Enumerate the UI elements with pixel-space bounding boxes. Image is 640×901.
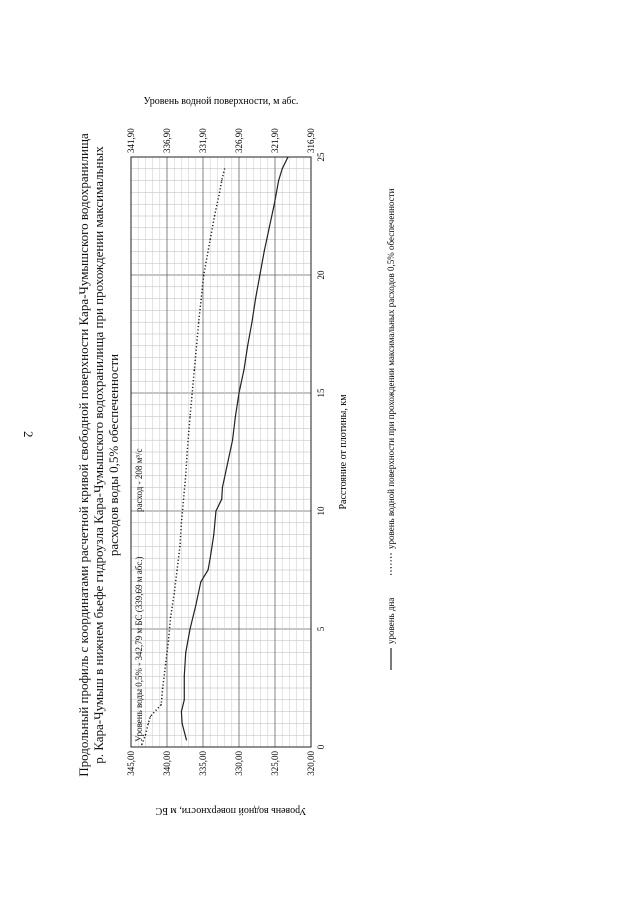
- data-point-water-surface: [183, 499, 184, 500]
- y-tick-right-label: 341,90: [126, 128, 136, 153]
- annotation-water-level: Уровень воды 0,5% - 342,79 м БС (339,69 м абс.): [134, 556, 144, 742]
- data-point-riverbed: [247, 345, 248, 346]
- y-tick-right-label: 321,90: [270, 128, 280, 153]
- data-point-water-surface: [194, 369, 195, 370]
- series-layer: [142, 157, 288, 745]
- data-point-water-surface: [162, 687, 163, 688]
- data-point-riverbed: [259, 274, 260, 275]
- data-point-riverbed: [274, 204, 275, 205]
- x-tick-label: 10: [316, 506, 326, 516]
- data-point-riverbed: [235, 416, 236, 417]
- y-tick-left-label: 345,00: [126, 751, 136, 776]
- data-point-water-surface: [148, 723, 149, 724]
- legend-solid-label: уровень дна: [386, 597, 396, 644]
- data-point-riverbed: [207, 569, 208, 570]
- data-point-water-surface: [221, 180, 222, 181]
- data-point-riverbed: [195, 605, 196, 606]
- x-tick-label: 0: [316, 744, 326, 750]
- data-point-riverbed: [227, 463, 228, 464]
- data-point-water-surface: [214, 215, 215, 216]
- data-point-water-surface: [161, 704, 162, 705]
- y-tick-left-label: 335,00: [198, 751, 208, 776]
- data-point-riverbed: [186, 739, 187, 740]
- data-point-riverbed: [184, 676, 185, 677]
- chart-title-line-2: р. Кара-Чумыш в нижнем бьефе гидроузла Кара-Чумышского водохранилища при прохождении максимальных: [91, 146, 106, 764]
- x-tick-label: 5: [316, 626, 326, 632]
- points-layer: [141, 156, 288, 745]
- data-point-water-surface: [187, 451, 188, 452]
- data-point-water-surface: [141, 744, 142, 745]
- data-point-riverbed: [213, 534, 214, 535]
- data-point-riverbed: [255, 298, 256, 299]
- y-tick-right-label: 316,90: [306, 128, 316, 153]
- y-tick-left-label: 325,00: [270, 751, 280, 776]
- data-point-riverbed: [189, 628, 190, 629]
- data-point-water-surface: [170, 617, 171, 618]
- y-tick-right-label: 326,90: [234, 128, 244, 153]
- data-point-water-surface: [165, 664, 166, 665]
- data-point-water-surface: [185, 475, 186, 476]
- y-axis-right-label: Уровень водной поверхности, м абс.: [143, 96, 299, 107]
- data-point-water-surface: [179, 546, 180, 547]
- data-point-water-surface: [224, 168, 225, 169]
- data-point-water-surface: [168, 640, 169, 641]
- data-point-water-surface: [189, 416, 190, 417]
- y-tick-right-label: 331,90: [198, 128, 208, 153]
- data-point-riverbed: [238, 392, 239, 393]
- x-tick-label: 20: [316, 270, 326, 280]
- data-point-riverbed: [184, 699, 185, 700]
- legend-dotted-label: уровень водной поверхности при прохождении максимальных расходов 0,5% обеспеченности: [386, 188, 396, 549]
- data-point-water-surface: [219, 192, 220, 193]
- y-tick-left-label: 330,00: [234, 751, 244, 776]
- chart-grid: [131, 157, 311, 747]
- data-point-riverbed: [200, 581, 201, 582]
- y-axis-left-ticks: [126, 751, 316, 776]
- water-profile-chart: [116, 90, 416, 820]
- data-point-water-surface: [150, 716, 151, 717]
- data-point-water-surface: [174, 593, 175, 594]
- data-point-riverbed: [222, 487, 223, 488]
- y-tick-left-label: 320,00: [306, 751, 316, 776]
- data-point-riverbed: [251, 322, 252, 323]
- data-point-riverbed: [232, 440, 233, 441]
- data-point-riverbed: [264, 251, 265, 252]
- data-point-riverbed: [278, 180, 279, 181]
- data-point-riverbed: [269, 227, 270, 228]
- data-point-water-surface: [176, 569, 177, 570]
- x-tick-label: 15: [316, 388, 326, 398]
- annotation-discharge: расход - 208 м³/с: [134, 448, 144, 512]
- data-point-water-surface: [181, 522, 182, 523]
- series-line-water-surface: [142, 169, 225, 745]
- data-point-riverbed: [210, 558, 211, 559]
- data-point-water-surface: [210, 239, 211, 240]
- data-point-water-surface: [203, 274, 204, 275]
- x-axis-label: Расстояние от плотины, км: [338, 394, 349, 510]
- y-axis-right-ticks: [126, 128, 316, 153]
- page-number: 2: [21, 431, 36, 438]
- x-axis-ticks: [316, 152, 326, 749]
- data-point-riverbed: [185, 652, 186, 653]
- chart-title-line-3: расходов воды 0,5% обеспеченности: [106, 353, 121, 557]
- data-point-water-surface: [145, 735, 146, 736]
- data-point-riverbed: [282, 168, 283, 169]
- data-point-riverbed: [215, 510, 216, 511]
- data-point-riverbed: [182, 723, 183, 724]
- x-tick-label: 25: [316, 152, 326, 162]
- data-point-riverbed: [243, 369, 244, 370]
- data-point-riverbed: [181, 711, 182, 712]
- chart-title-line-1: Продольный профиль с координатами расчетной кривой свободной поверхности Кара-Чумышского водохранилища: [76, 133, 91, 777]
- rotated-page-content: [76, 90, 416, 820]
- data-point-riverbed: [221, 499, 222, 500]
- y-tick-left-label: 340,00: [162, 751, 172, 776]
- y-tick-right-label: 336,90: [162, 128, 172, 153]
- data-point-water-surface: [198, 322, 199, 323]
- y-axis-left-label: Уровень водной поверхности, м БС: [155, 805, 307, 816]
- data-point-riverbed: [287, 156, 288, 157]
